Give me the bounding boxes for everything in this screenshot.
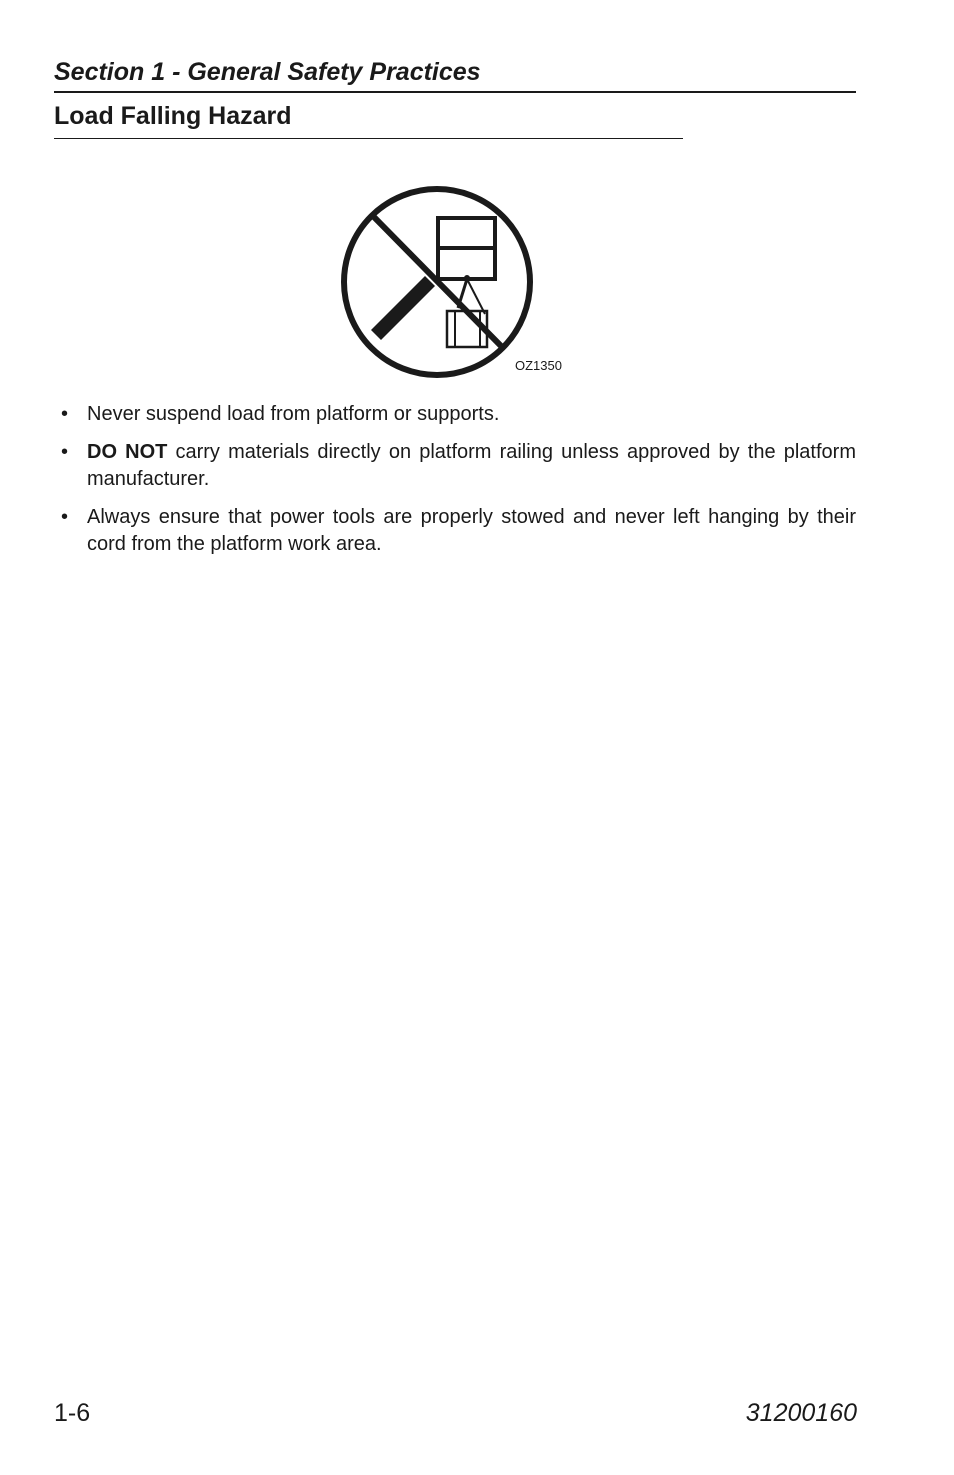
list-item	[54, 401, 856, 428]
bullet-text: Always ensure that power tools are properly stowed and never left hanging by their cord from the platform work area.	[87, 506, 856, 555]
bullet-lead: DO NOT	[87, 441, 168, 463]
bullet-icon: •	[61, 506, 69, 528]
safety-bullet-list	[54, 401, 856, 569]
list-item	[54, 439, 856, 493]
hazard-figure	[335, 180, 575, 385]
list-item	[54, 504, 856, 558]
document-number: 31200160	[745, 1399, 857, 1427]
figure-id-label: OZ1350	[515, 358, 562, 373]
bullet-text: carry materials directly on platform railing unless approved by the platform manufacturer.	[87, 441, 856, 490]
bullet-icon: •	[61, 441, 69, 463]
bullet-icon: •	[61, 403, 69, 425]
section-title: Section 1 - General Safety Practices	[54, 58, 481, 86]
bullet-text: Never suspend load from platform or supports.	[87, 403, 500, 425]
section-header	[54, 57, 856, 93]
page-number: 1-6	[54, 1399, 91, 1427]
prohibition-suspended-load-icon	[335, 180, 575, 385]
subsection-title: Load Falling Hazard	[54, 102, 292, 130]
subsection-header	[54, 100, 683, 139]
